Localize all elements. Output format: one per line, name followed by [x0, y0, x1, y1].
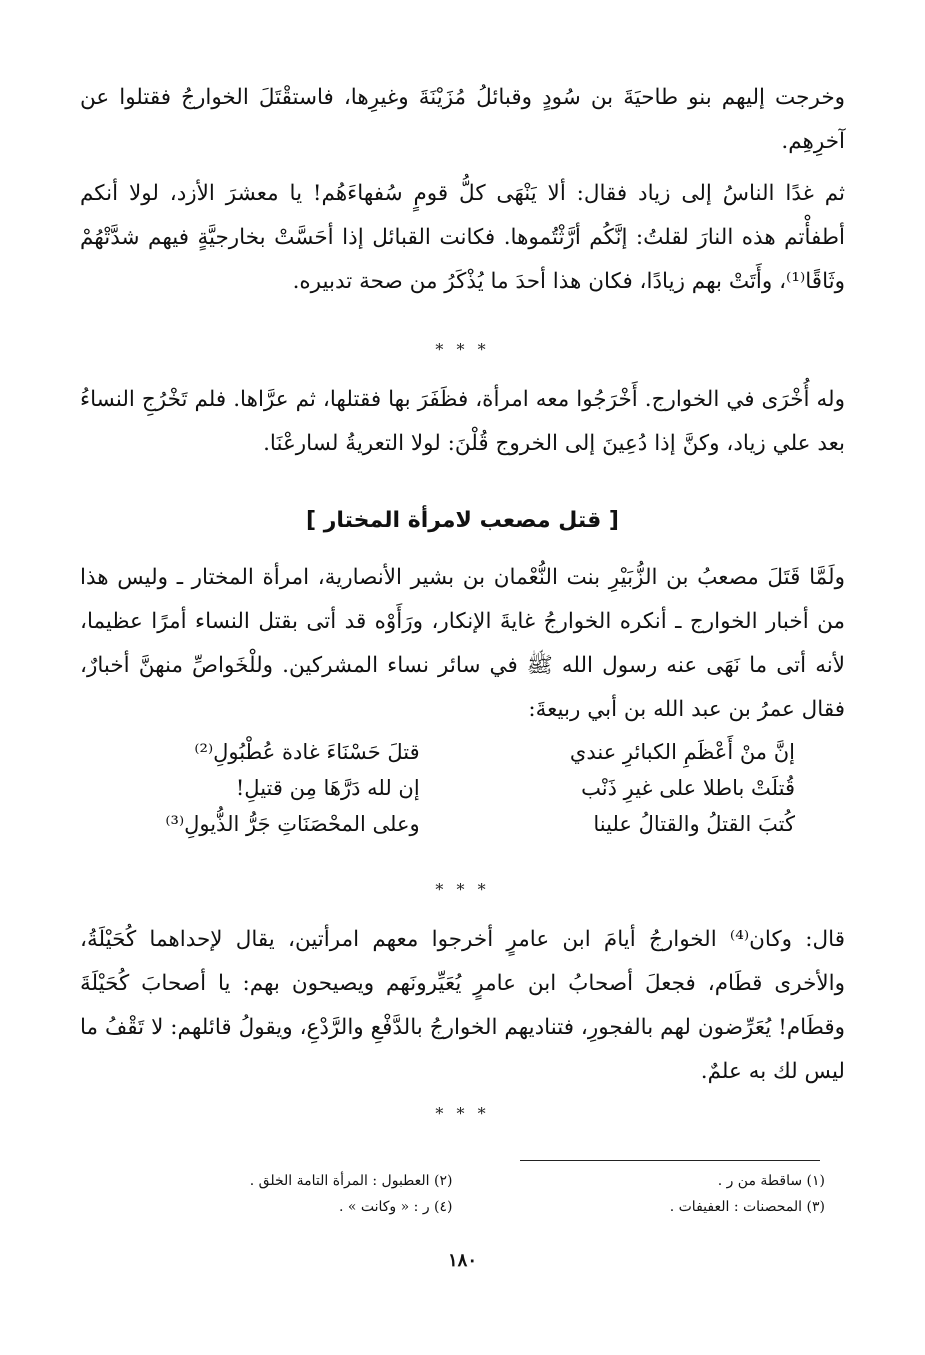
- page-number: ١٨٠: [447, 1250, 477, 1271]
- paragraph-text: ثم غدًا الناسُ إلى زياد فقال: ألا يَنْهَى كلُّ قومٍ سُفهاءَهُم! يا معشرَ الأزد، لولا أنكم أطفأْتم هذه النارَ لقلتُ: إنَّكُم أرَّثْتُموها. فكانت القبائل إذا أحَسَّتْ بخارجيَّةٍ فيهم شدَّتْهُمْ وثَاقًا⁽¹⁾، وأَتَتْ بهم زيادًا، فكان هذا أحدَ ما يُذْكَرُ من صحة تدبيره.: [80, 181, 845, 294]
- poem-hemistich-second: قتلَ حَسْنَاءَ غادة عُطْبُولِ⁽²⁾: [194, 740, 420, 764]
- paragraph-1: [80, 76, 845, 164]
- paragraph-3: [80, 378, 845, 466]
- paragraph-2: [80, 172, 845, 304]
- footnote-rule: [520, 1160, 820, 1161]
- footnote-row: [80, 1168, 825, 1194]
- paragraph-text: ولَمَّا قَتَلَ مصعبُ بن الزُّبَيْرِ بنت النُّعْمان بن بشير الأنصارية، امرأة المختار ـ وليس هذا من أخبار الخوارج ـ أنكره الخوارجُ غايةَ الإنكار، ورَأَوْه قد أتى بقتل النساء أمرًا عظيما، لأنه أتى ما نَهَى عنه رسول الله ﷺ في سائر نساء المشركين. وللْخَواصِّ منهنَّ أخبارٌ، فقال عمرُ بن عبد الله بن أبي ربيعةَ:: [80, 565, 845, 722]
- poem-hemistich-first: قُتلَتْ باطلا على غيرِ ذَنْب: [581, 776, 795, 800]
- footnote-row: [80, 1194, 825, 1220]
- footnotes: [80, 1168, 825, 1220]
- poem: [100, 734, 795, 842]
- footnote: (٣) المحصنات : العفيفات .: [669, 1199, 825, 1215]
- footnote: (٢) العطبول : المرأة التامة الخلق .: [249, 1173, 453, 1189]
- poem-hemistich-first: كُتبَ القتلُ والقتالُ علينا: [593, 812, 795, 836]
- poem-hemistich-first: إنَّ منْ أَعْظَمِ الكبائرِ عندي: [569, 740, 795, 764]
- paragraph-text: قال: وكان⁽⁴⁾ الخوارجُ أيامَ ابن عامرٍ أخرجوا معهم امرأتين، يقال لإحداهما كُحَيْلَةُ، والأخرى قطَام، فجعلَ أصحابُ ابن عامرٍ يُعَيِّرونَهم ويصيحون بهم: يا أصحابَ كُحَيْلَةَ وقطَام! يُعَرِّضون لهم بالفجورِ، فتناديهم الخوارجُ بالدَّفْعِ والرَّدْعِ، ويقولُ قائلهم: لا تَقْفُ ما ليس لك به علمٌ.: [80, 927, 845, 1084]
- section-heading: [ قتل مصعب لامرأة المختار ]: [306, 508, 619, 533]
- paragraph-5: [80, 918, 845, 1094]
- poem-verse: [100, 734, 795, 770]
- section-separator: * * *: [435, 340, 490, 359]
- footnote: (١) ساقطة من ر .: [717, 1173, 825, 1189]
- poem-verse: [100, 770, 795, 806]
- section-separator: * * *: [435, 1104, 490, 1123]
- poem-hemistich-second: إن لله دَرَّهَا مِن قتيلِ!: [235, 776, 420, 800]
- paragraph-4: [80, 556, 845, 732]
- paragraph-text: وله أُخْرَى في الخوارج. أَخْرَجُوا معه امرأة، فظَفَرَ بها فقتلها، ثم عرَّاها. فلم تَخْرُجِ النساءُ بعد علي زياد، وكنَّ إذا دُعِينَ إلى الخروج قُلْنَ: لولا التعريةُ لسارعْنَا.: [80, 387, 845, 456]
- section-separator: * * *: [435, 880, 490, 899]
- footnote: (٤) ر : « وكانت » .: [338, 1199, 453, 1215]
- poem-hemistich-second: وعلى المحْصَنَاتِ جَرُّ الذُّيولِ⁽³⁾: [165, 812, 420, 836]
- poem-verse: [100, 806, 795, 842]
- paragraph-text: وخرجت إليهم بنو طاحيَةَ بن سُودٍ وقبائلُ مُزَيْنَةَ وغيرِها، فاستقْتَلَ الخوارجُ فقتلوا عن آخرِهِم.: [80, 85, 845, 154]
